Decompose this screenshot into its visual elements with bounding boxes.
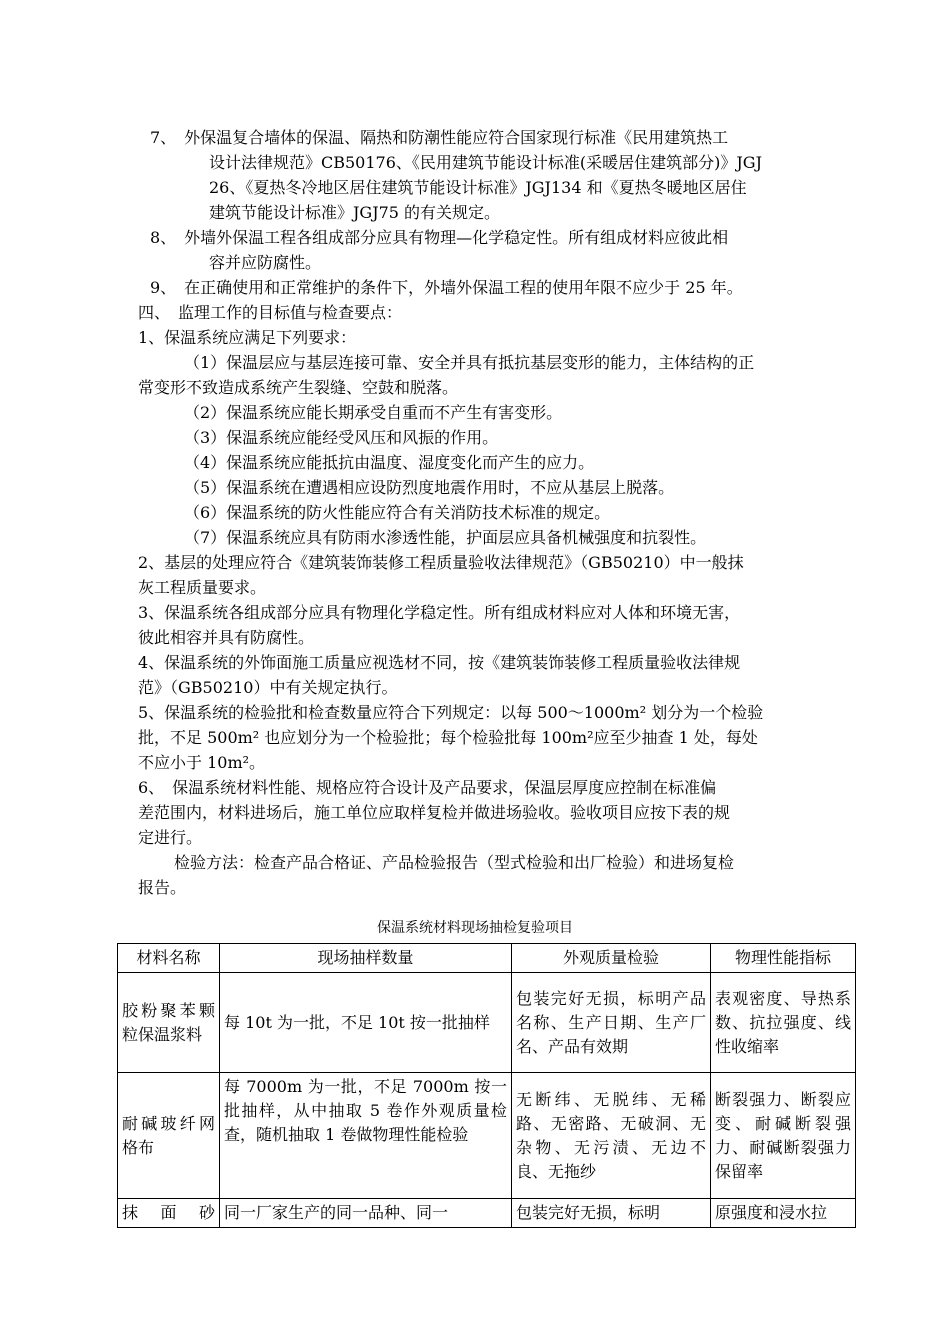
paragraph-line: 5、保温系统的检验批和检查数量应符合下列规定：以每 500～1000m² 划分为一个检验	[138, 703, 764, 722]
paragraph-line: 定进行。	[138, 828, 203, 847]
inspection-table	[117, 943, 856, 1228]
paragraph-line: 3、保温系统各组成部分应具有物理化学稳定性。所有组成材料应对人体和环境无害，	[138, 603, 741, 622]
paragraph-line: 2、基层的处理应符合《建筑装饰装修工程质量验收法律规范》（GB50210）中一般抹	[138, 553, 744, 572]
paragraph-line: 建筑节能设计标准》JGJ75 的有关规定。	[209, 203, 501, 222]
paragraph-line: 不应小于 10m²。	[138, 753, 266, 772]
table-cell: 耐碱玻纤网格布	[118, 1073, 220, 1199]
table-cell: 抹面砂	[118, 1199, 220, 1228]
paragraph-line: 报告。	[138, 878, 187, 897]
table-row	[118, 973, 856, 1073]
paragraph-line: （7）保温系统应具有防雨水渗透性能，护面层应具备机械强度和抗裂性。	[184, 528, 707, 547]
paragraph-line: 9、 在正确使用和正常维护的条件下，外墙外保温工程的使用年限不应少于 25 年。	[150, 278, 743, 297]
paragraph-line: 7、 外保温复合墙体的保温、隔热和防潮性能应符合国家现行标准《民用建筑热工	[150, 128, 729, 147]
table-cell: 原强度和浸水拉	[711, 1199, 856, 1228]
table-cell: 无断纬、无脱纬、无稀路、无密路、无破洞、无杂物、无污渍、无边不良、无拖纱	[512, 1073, 711, 1199]
paragraph-line: 差范围内，材料进场后，施工单位应取样复检并做进场验收。验收项目应按下表的规	[138, 803, 731, 822]
table-cell: 胶粉聚苯颗粒保温浆料	[118, 973, 220, 1073]
paragraph-line: 8、 外墙外保温工程各组成部分应具有物理—化学稳定性。所有组成材料应彼此相	[150, 228, 729, 247]
table-caption: 保温系统材料现场抽检复验项目	[377, 920, 573, 936]
paragraph-line: 彼此相容并具有防腐性。	[138, 628, 315, 647]
paragraph-line: 4、保温系统的外饰面施工质量应视选材不同，按《建筑装饰装修工程质量验收法律规	[138, 653, 741, 672]
table-cell: 同一厂家生产的同一品种、同一	[220, 1199, 512, 1228]
table-cell: 包装完好无损，标明产品名称、生产日期、生产厂名、产品有效期	[512, 973, 711, 1073]
table-cell: 包装完好无损，标明	[512, 1199, 711, 1228]
table-cell: 每 10t 为一批，不足 10t 按一批抽样	[220, 973, 512, 1073]
column-header: 现场抽样数量	[220, 944, 512, 973]
paragraph-line: （4）保温系统应能抵抗由温度、湿度变化而产生的应力。	[184, 453, 595, 472]
paragraph-line: 检验方法：检查产品合格证、产品检验报告（型式检验和出厂检验）和进场复检	[174, 853, 735, 872]
table-cell: 每 7000m 为一批，不足 7000m 按一批抽样，从中抽取 5 卷作外观质量检查，随机抽取 1 卷做物理性能检验	[220, 1073, 512, 1199]
table-header-row	[118, 944, 856, 973]
paragraph-line: 设计法律规范》CB50176、《民用建筑节能设计标准(采暖居住建筑部分)》JGJ	[209, 153, 762, 172]
column-header: 材料名称	[118, 944, 220, 973]
table-row	[118, 1073, 856, 1199]
paragraph-line: 26、《夏热冬冷地区居住建筑节能设计标准》JGJ134 和《夏热冬暖地区居住	[209, 178, 747, 197]
paragraph-line: 批，不足 500m² 也应划分为一个检验批；每个检验批每 100m²应至少抽查 1 处，每处	[138, 728, 758, 747]
paragraph-line: 常变形不致造成系统产生裂缝、空鼓和脱落。	[138, 378, 459, 397]
section-heading: 四、 监理工作的目标值与检查要点：	[138, 303, 403, 322]
column-header: 物理性能指标	[711, 944, 856, 973]
paragraph-line: 灰工程质量要求。	[138, 578, 267, 597]
column-header: 外观质量检验	[512, 944, 711, 973]
table-cell: 表观密度、导热系数、抗拉强度、线性收缩率	[711, 973, 856, 1073]
paragraph-line: 1、保温系统应满足下列要求：	[138, 328, 357, 347]
paragraph-line: （5）保温系统在遭遇相应设防烈度地震作用时，不应从基层上脱落。	[184, 478, 675, 497]
paragraph-line: 6、 保温系统材料性能、规格应符合设计及产品要求，保温层厚度应控制在标准偏	[138, 778, 717, 797]
paragraph-line: 范》（GB50210）中有关规定执行。	[138, 678, 398, 697]
paragraph-line: （6）保温系统的防火性能应符合有关消防技术标准的规定。	[184, 503, 611, 522]
paragraph-line: （2）保温系统应能长期承受自重而不产生有害变形。	[184, 403, 563, 422]
paragraph-line: 容并应防腐性。	[209, 253, 322, 272]
paragraph-line: （3）保温系统应能经受风压和风振的作用。	[184, 428, 499, 447]
paragraph-line: （1）保温层应与基层连接可靠、安全并具有抵抗基层变形的能力，主体结构的正	[184, 353, 755, 372]
table-row	[118, 1199, 856, 1228]
table-cell: 断裂强力、断裂应变、耐碱断裂强力、耐碱断裂强力保留率	[711, 1073, 856, 1199]
